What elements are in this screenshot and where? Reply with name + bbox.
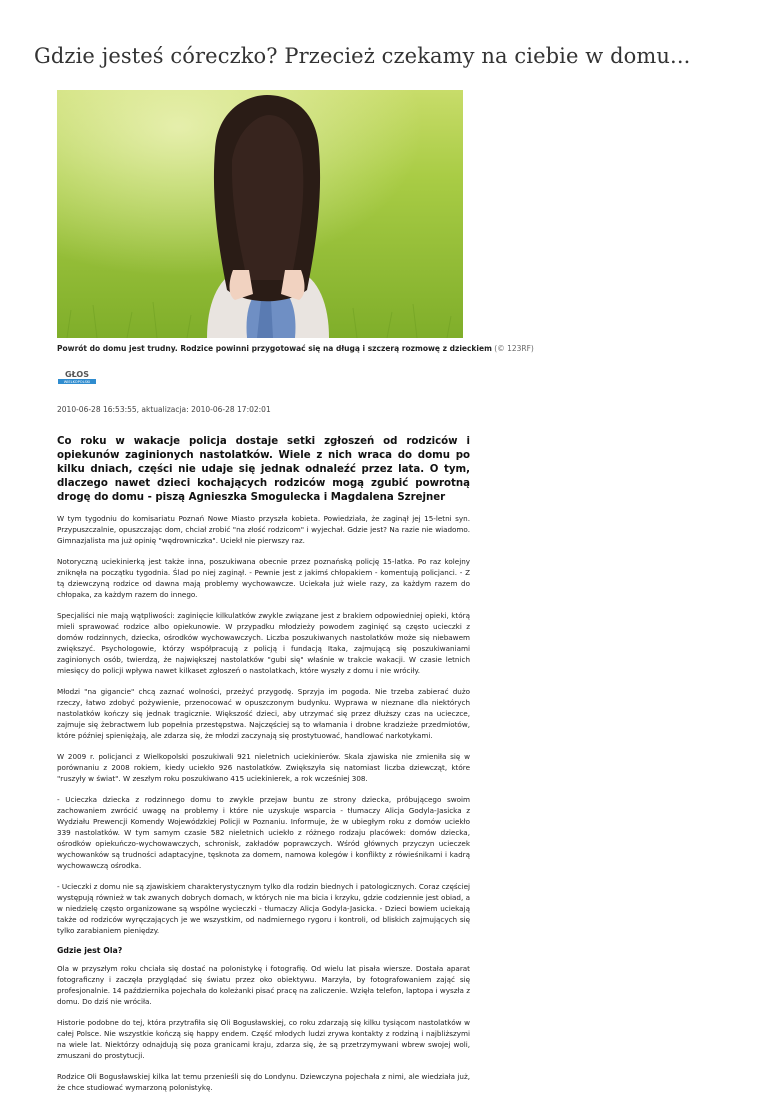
paragraph: Młodzi "na gigancie" chcą zaznać wolności, przeżyć przygodę. Sprzyja im pogoda. Nie trzeba zabierać dużo rzeczy, łatwo zdobyć pożywienie, przenocować w opuszczonym budynku. Wyprawa w nieznane dla niektórych nastolatków kończy się jednak tragicznie. Większość dzieci, aby utrzymać się przez dłuższy czas na ucieczce, zajmuje się żebractwem lub popełnia przestępstwa. Najczęściej są to włamania i drobne kradzieże przedmiotów, które później spieniężają, ale zdarza się, że młodzi zaczynają się prostytuować, handlować narkotykami. xyxy=(57,687,470,740)
article-body xyxy=(57,513,470,1103)
paragraph: W 2009 r. policjanci z Wielkopolski poszukiwali 921 nieletnich uciekinierów. Skala zjawiska nie zmieniła się w porównaniu z 2008 rokiem, kiedy uciekło 926 nastolatków. Zwiększyła się natomiast liczba dziewcząt, które "ruszyły w świat". W zeszłym roku poszukiwano 415 uciekinierek, a rok wcześniej 308. xyxy=(57,752,470,783)
svg-text:GŁOS: GŁOS xyxy=(65,370,89,379)
section-heading: Gdzie jest Ola? xyxy=(57,946,123,955)
paragraph: Ola w przyszłym roku chciała się dostać na polonistykę i fotografię. Od wielu lat pisała wiersze. Dostała aparat fotograficzny i zaczęła przyglądać się światu przez oko obiektywu. Marzyła, by fotografowaniem zająć się profesjonalnie. 14 października pojechała do koleżanki pisać pracę na zaliczenie. Wzięła telefon, laptopa i wyszła z domu. Do dziś nie wróciła. xyxy=(57,964,470,1006)
article-lead: Co roku w wakacje policja dostaje setki zgłoszeń od rodziców i opiekunów zaginionych nastolatków. Wiele z nich wraca do domu po kilku dniach, części nie udaje się jednak odnaleźć przez lata. O tym, dlaczego nawet dzieci kochających rodziców mogą zgubić powrotną drogę do domu - piszą Agnieszka Smogulecka i Magdalena Szrejner xyxy=(57,436,470,503)
paragraph: - Ucieczka dziecka z rodzinnego domu to zwykle przejaw buntu ze strony dziecka, próbującego swoim zachowaniem zwrócić uwagę na problemy i które nie uzyskuje wsparcia - tłumaczy Alicja Godyla-Jasicka z Wydziału Prewencji Komendy Wojewódzkiej Policji w Poznaniu. Informuje, że w ubiegłym roku z domów uciekło 339 nastolatków. W tym samym czasie 582 nieletnich uciekło z różnego rodzaju placówek: domów dziecka, ośrodków opiekuńczo-wychowawczych, schronisk, zakładów poprawczych. Wśród głównych przyczyn ucieczek wychowanków są trudności adaptacyjne, tęsknota za domem, namowa kolegów i konflikty z rówieśnikami i kadrą wychowawczą ośrodka. xyxy=(57,795,470,870)
caption-text: Powrót do domu jest trudny. Rodzice powinni przygotować się na długą i szczerą rozmowę z dzieckiem xyxy=(57,344,492,353)
article-photo xyxy=(57,90,463,338)
paragraph: Notoryczną uciekinierką jest także inna, poszukiwana obecnie przez poznańską policję 15-latka. Po raz kolejny zniknęła na początku tygodnia. Ślad po niej zaginął. - Pewnie jest z jakimś chłopakiem - komentują policjanci. - Z tą dziewczyną rodzice od dawna mają problemy wychowawcze. Uciekała już wiele razy, za każdym razem do chłopaka, za każdym razem do innego. xyxy=(57,557,470,599)
paragraph: W tym tygodniu do komisariatu Poznań Nowe Miasto przyszła kobieta. Powiedziała, że zaginął jej 15-letni syn. Przypuszczalnie, opuszczając dom, chciał zrobić "na złość rodzicom" i wyjechał. Gdzie jest? Na razie nie wiadomo. Gimnazjalista ma już opinię "wędrowniczka". Uciekł nie pierwszy raz. xyxy=(57,514,470,545)
girl-on-grass-image xyxy=(57,90,463,338)
glos-wielkopolski-logo xyxy=(57,369,97,385)
paragraph: - Ucieczki z domu nie są zjawiskiem charakterystycznym tylko dla rodzin biednych i patologicznych. Coraz częściej występują również w tak zwanych dobrych domach, w których nie ma bicia i krzyku, gdzie codziennie jest obiad, a w niedzielę często organizowane są wspólne wycieczki - tłumaczy Alicja Godyla-Jasicka. - Dzieci bowiem uciekają także od rodziców wyręczających je we wszystkim, od nadmiernego rygoru i kontroli, od bliskich zajmujących się tylko zarabianiem pieniędzy. xyxy=(57,882,470,935)
photo-credit: (© 123RF) xyxy=(494,344,534,353)
paragraph: Specjaliści nie mają wątpliwości: zaginięcie kilkulatków zwykle związane jest z brakiem odpowiedniej opieki, którą mieli sprawować rodzice albo opiekunowie. W przypadku młodzieży powodem zaginięć są często ucieczki z domów rodzinnych, dziecka, ośrodków wychowawczych. Liczba poszukiwanych nastolatków może się niebawem zwiększyć. Psychologowie, którzy współpracują z policją i fundacją Itaka, zajmującą się poszukiwaniami zaginionych osób, twierdzą, że największej nastolatków "gubi się" właśnie w trakcie wakacji. W czasie letnich miesięcy do policji wpływa nawet kilkaset zgłoszeń o nastolatkach, które wyszły z domu i nie wróciły. xyxy=(57,611,470,675)
paragraph: Historie podobne do tej, która przytrafiła się Oli Bogusławskiej, co roku zdarzają się kilku tysiącom nastolatków w całej Polsce. Nie wszystkie kończą się happy endem. Część młodych ludzi zrywa kontakty z rodziną i najbliższymi na wiele lat. Niektórzy odnajdują się poza granicami kraju, zdarza się, że są przetrzymywani wbrew swojej woli, zmuszani do prostytucji. xyxy=(57,1018,470,1060)
photo-caption xyxy=(57,344,697,353)
publication-date: 2010-06-28 16:53:55, aktualizacja: 2010-06-28 17:02:01 xyxy=(57,405,271,414)
paragraph: Rodzice Oli Bogusławskiej kilka lat temu przenieśli się do Londynu. Dziewczyna pojechała z nimi, ale wiedziała już, że chce studiować wymarzoną polonistykę. xyxy=(57,1072,470,1092)
article-title: Gdzie jesteś córeczko? Przecież czekamy na ciebie w domu... xyxy=(34,44,691,68)
svg-text:WIELKOPOLSKI: WIELKOPOLSKI xyxy=(63,380,91,385)
